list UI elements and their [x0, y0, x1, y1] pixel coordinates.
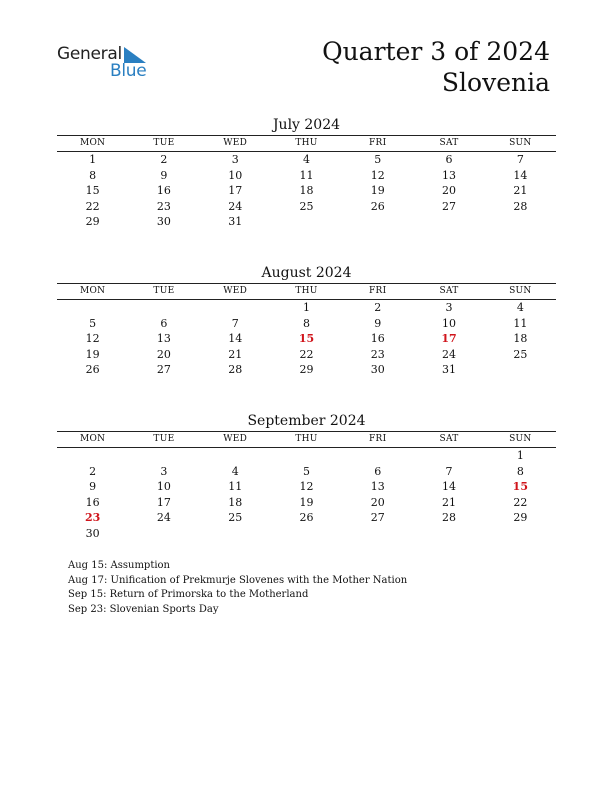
day-cell: 28 — [228, 363, 243, 377]
logo — [57, 44, 157, 84]
day-cell: 6 — [374, 464, 382, 478]
week-row — [57, 526, 556, 542]
weekday-label: FRI — [369, 138, 387, 148]
weekday-label: MON — [79, 286, 106, 296]
day-cell: 15 — [85, 184, 100, 198]
empty-day-cell — [128, 300, 199, 316]
day-cell: 6 — [445, 153, 453, 166]
day-cell: 26 — [85, 363, 100, 377]
weekday-header — [57, 431, 556, 448]
week-row — [57, 347, 556, 363]
week-row — [57, 495, 556, 511]
day-cell: 22 — [513, 495, 528, 509]
day-cell: 28 — [442, 511, 457, 525]
empty-day-cell — [200, 448, 271, 464]
day-cell: 22 — [85, 199, 100, 213]
day-cell: 2 — [374, 301, 382, 314]
weekday-header — [57, 283, 556, 300]
day-cell: 10 — [156, 480, 171, 494]
weekday-label: SUN — [509, 434, 532, 444]
weekday-label: SUN — [509, 138, 532, 148]
empty-day-cell — [128, 448, 199, 464]
day-cell: 13 — [156, 332, 171, 346]
empty-day-cell — [342, 448, 413, 464]
empty-day-cell — [485, 526, 556, 542]
day-cell: 27 — [442, 199, 457, 213]
week-row — [57, 168, 556, 184]
holiday-note: Aug 17: Unification of Prekmurje Slovenes with the Mother Nation — [68, 574, 408, 586]
weekday-label: FRI — [369, 434, 387, 444]
holiday-day-cell: 15 — [298, 332, 315, 346]
day-cell: 16 — [370, 332, 385, 346]
holiday-note: Sep 23: Slovenian Sports Day — [68, 603, 219, 615]
weekday-header — [57, 135, 556, 152]
month-calendar-august — [57, 263, 556, 378]
day-cell: 14 — [513, 168, 528, 182]
day-cell: 21 — [513, 184, 528, 198]
empty-day-cell — [485, 214, 556, 230]
day-cell: 1 — [89, 153, 97, 166]
day-cell: 19 — [85, 347, 100, 361]
day-cell: 11 — [299, 168, 314, 182]
weekday-label: WED — [223, 286, 248, 296]
week-row — [57, 331, 556, 347]
weekday-label: THU — [295, 286, 318, 296]
day-cell: 25 — [299, 199, 314, 213]
day-cell: 17 — [156, 495, 171, 509]
day-cell: 9 — [89, 480, 97, 494]
day-cell: 25 — [513, 347, 528, 361]
day-cell: 3 — [445, 301, 453, 314]
day-cell: 10 — [228, 168, 243, 182]
weekday-label: TUE — [153, 286, 175, 296]
day-cell: 6 — [160, 316, 168, 330]
day-cell: 4 — [302, 153, 310, 166]
day-cell: 9 — [160, 168, 168, 182]
empty-day-cell — [128, 526, 199, 542]
weekday-label: SAT — [439, 286, 459, 296]
day-cell: 9 — [374, 316, 382, 330]
day-cell: 12 — [370, 168, 385, 182]
weekday-label: FRI — [369, 286, 387, 296]
day-cell: 1 — [302, 301, 310, 314]
day-cell: 2 — [160, 153, 168, 166]
week-row — [57, 214, 556, 230]
logo-word-general: General — [57, 44, 122, 64]
week-row — [57, 183, 556, 199]
day-cell: 24 — [442, 347, 457, 361]
day-cell: 23 — [370, 347, 385, 361]
day-cell: 13 — [442, 168, 457, 182]
empty-day-cell — [413, 526, 484, 542]
empty-day-cell — [271, 448, 342, 464]
week-row — [57, 316, 556, 332]
day-cell: 31 — [228, 215, 243, 229]
day-cell: 14 — [442, 480, 457, 494]
day-cell: 25 — [228, 511, 243, 525]
holiday-notes — [68, 559, 407, 617]
weekday-label: SAT — [439, 434, 459, 444]
day-cell: 8 — [516, 464, 524, 478]
day-cell: 24 — [156, 511, 171, 525]
day-cell: 7 — [516, 153, 524, 166]
month-calendar-september — [57, 411, 556, 542]
weekday-label: SUN — [509, 286, 532, 296]
day-cell: 10 — [442, 316, 457, 330]
weekday-label: SAT — [439, 138, 459, 148]
day-cell: 4 — [231, 464, 239, 478]
holiday-note: Sep 15: Return of Primorska to the Motherland — [68, 589, 309, 601]
day-cell: 12 — [85, 332, 100, 346]
day-cell: 21 — [442, 495, 457, 509]
weekday-label: WED — [223, 138, 248, 148]
day-cell: 23 — [156, 199, 171, 213]
day-cell: 18 — [228, 495, 243, 509]
empty-day-cell — [413, 214, 484, 230]
empty-day-cell — [342, 214, 413, 230]
day-cell: 16 — [156, 184, 171, 198]
empty-day-cell — [200, 526, 271, 542]
week-row — [57, 464, 556, 480]
holiday-day-cell: 15 — [512, 480, 528, 494]
empty-day-cell — [57, 448, 128, 464]
day-cell: 27 — [370, 511, 385, 525]
month-name: July 2024 — [272, 117, 341, 133]
day-cell: 30 — [370, 363, 385, 377]
weekday-label: THU — [295, 138, 318, 148]
day-cell: 27 — [156, 363, 171, 377]
week-row — [57, 479, 556, 495]
day-cell: 24 — [228, 199, 243, 213]
weekday-label: THU — [295, 434, 318, 444]
empty-day-cell — [271, 526, 342, 542]
month-name: September 2024 — [247, 413, 366, 429]
day-cell: 14 — [228, 332, 243, 346]
weekday-label: MON — [79, 138, 106, 148]
day-cell: 7 — [231, 316, 239, 330]
day-cell: 20 — [370, 495, 385, 509]
day-cell: 29 — [85, 215, 100, 229]
day-cell: 5 — [374, 153, 382, 166]
weekday-label: TUE — [153, 138, 175, 148]
day-cell: 30 — [85, 526, 100, 540]
week-row — [57, 199, 556, 215]
day-cell: 19 — [299, 495, 314, 509]
weekday-label: WED — [223, 434, 248, 444]
empty-day-cell — [342, 526, 413, 542]
day-cell: 29 — [299, 363, 314, 377]
day-cell: 11 — [228, 480, 243, 494]
day-cell: 18 — [299, 184, 314, 198]
holiday-day-cell: 17 — [441, 332, 457, 346]
day-cell: 12 — [299, 480, 314, 494]
day-cell: 11 — [513, 316, 528, 330]
day-cell: 26 — [299, 511, 314, 525]
day-cell: 1 — [516, 449, 524, 462]
empty-day-cell — [57, 300, 128, 316]
day-cell: 4 — [516, 301, 524, 314]
day-cell: 31 — [442, 363, 457, 377]
day-cell: 5 — [302, 464, 310, 478]
day-cell: 3 — [231, 153, 239, 166]
country-title: Slovenia — [441, 68, 550, 97]
day-cell: 22 — [299, 347, 314, 361]
day-cell: 8 — [302, 316, 310, 330]
day-cell: 28 — [513, 199, 528, 213]
day-cell: 26 — [370, 199, 385, 213]
week-row — [57, 152, 556, 168]
holiday-note: Aug 15: Assumption — [68, 560, 171, 571]
day-cell: 2 — [89, 464, 97, 478]
day-cell: 18 — [513, 332, 528, 346]
week-row — [57, 510, 556, 526]
month-name: August 2024 — [261, 265, 352, 281]
day-cell: 16 — [85, 495, 100, 509]
day-cell: 20 — [156, 347, 171, 361]
logo-word-blue: Blue — [110, 61, 147, 81]
day-cell: 19 — [370, 184, 385, 198]
day-cell: 30 — [156, 215, 171, 229]
day-cell: 17 — [228, 184, 243, 198]
week-row — [57, 448, 556, 464]
empty-day-cell — [271, 214, 342, 230]
day-cell: 13 — [370, 480, 385, 494]
day-cell: 29 — [513, 511, 528, 525]
day-cell: 8 — [89, 168, 97, 182]
month-calendar-july — [57, 115, 556, 230]
day-cell: 5 — [89, 316, 97, 330]
week-row — [57, 362, 556, 378]
quarter-title: Quarter 3 of 2024 — [322, 37, 550, 66]
day-cell: 7 — [445, 464, 453, 478]
weekday-label: MON — [79, 434, 106, 444]
holiday-day-cell: 23 — [84, 511, 101, 525]
empty-day-cell — [485, 362, 556, 378]
day-cell: 3 — [160, 464, 168, 478]
day-cell: 20 — [442, 184, 457, 198]
page-title — [322, 36, 550, 98]
day-cell: 21 — [228, 347, 243, 361]
week-row — [57, 300, 556, 316]
empty-day-cell — [413, 448, 484, 464]
empty-day-cell — [200, 300, 271, 316]
weekday-label: TUE — [153, 434, 175, 444]
